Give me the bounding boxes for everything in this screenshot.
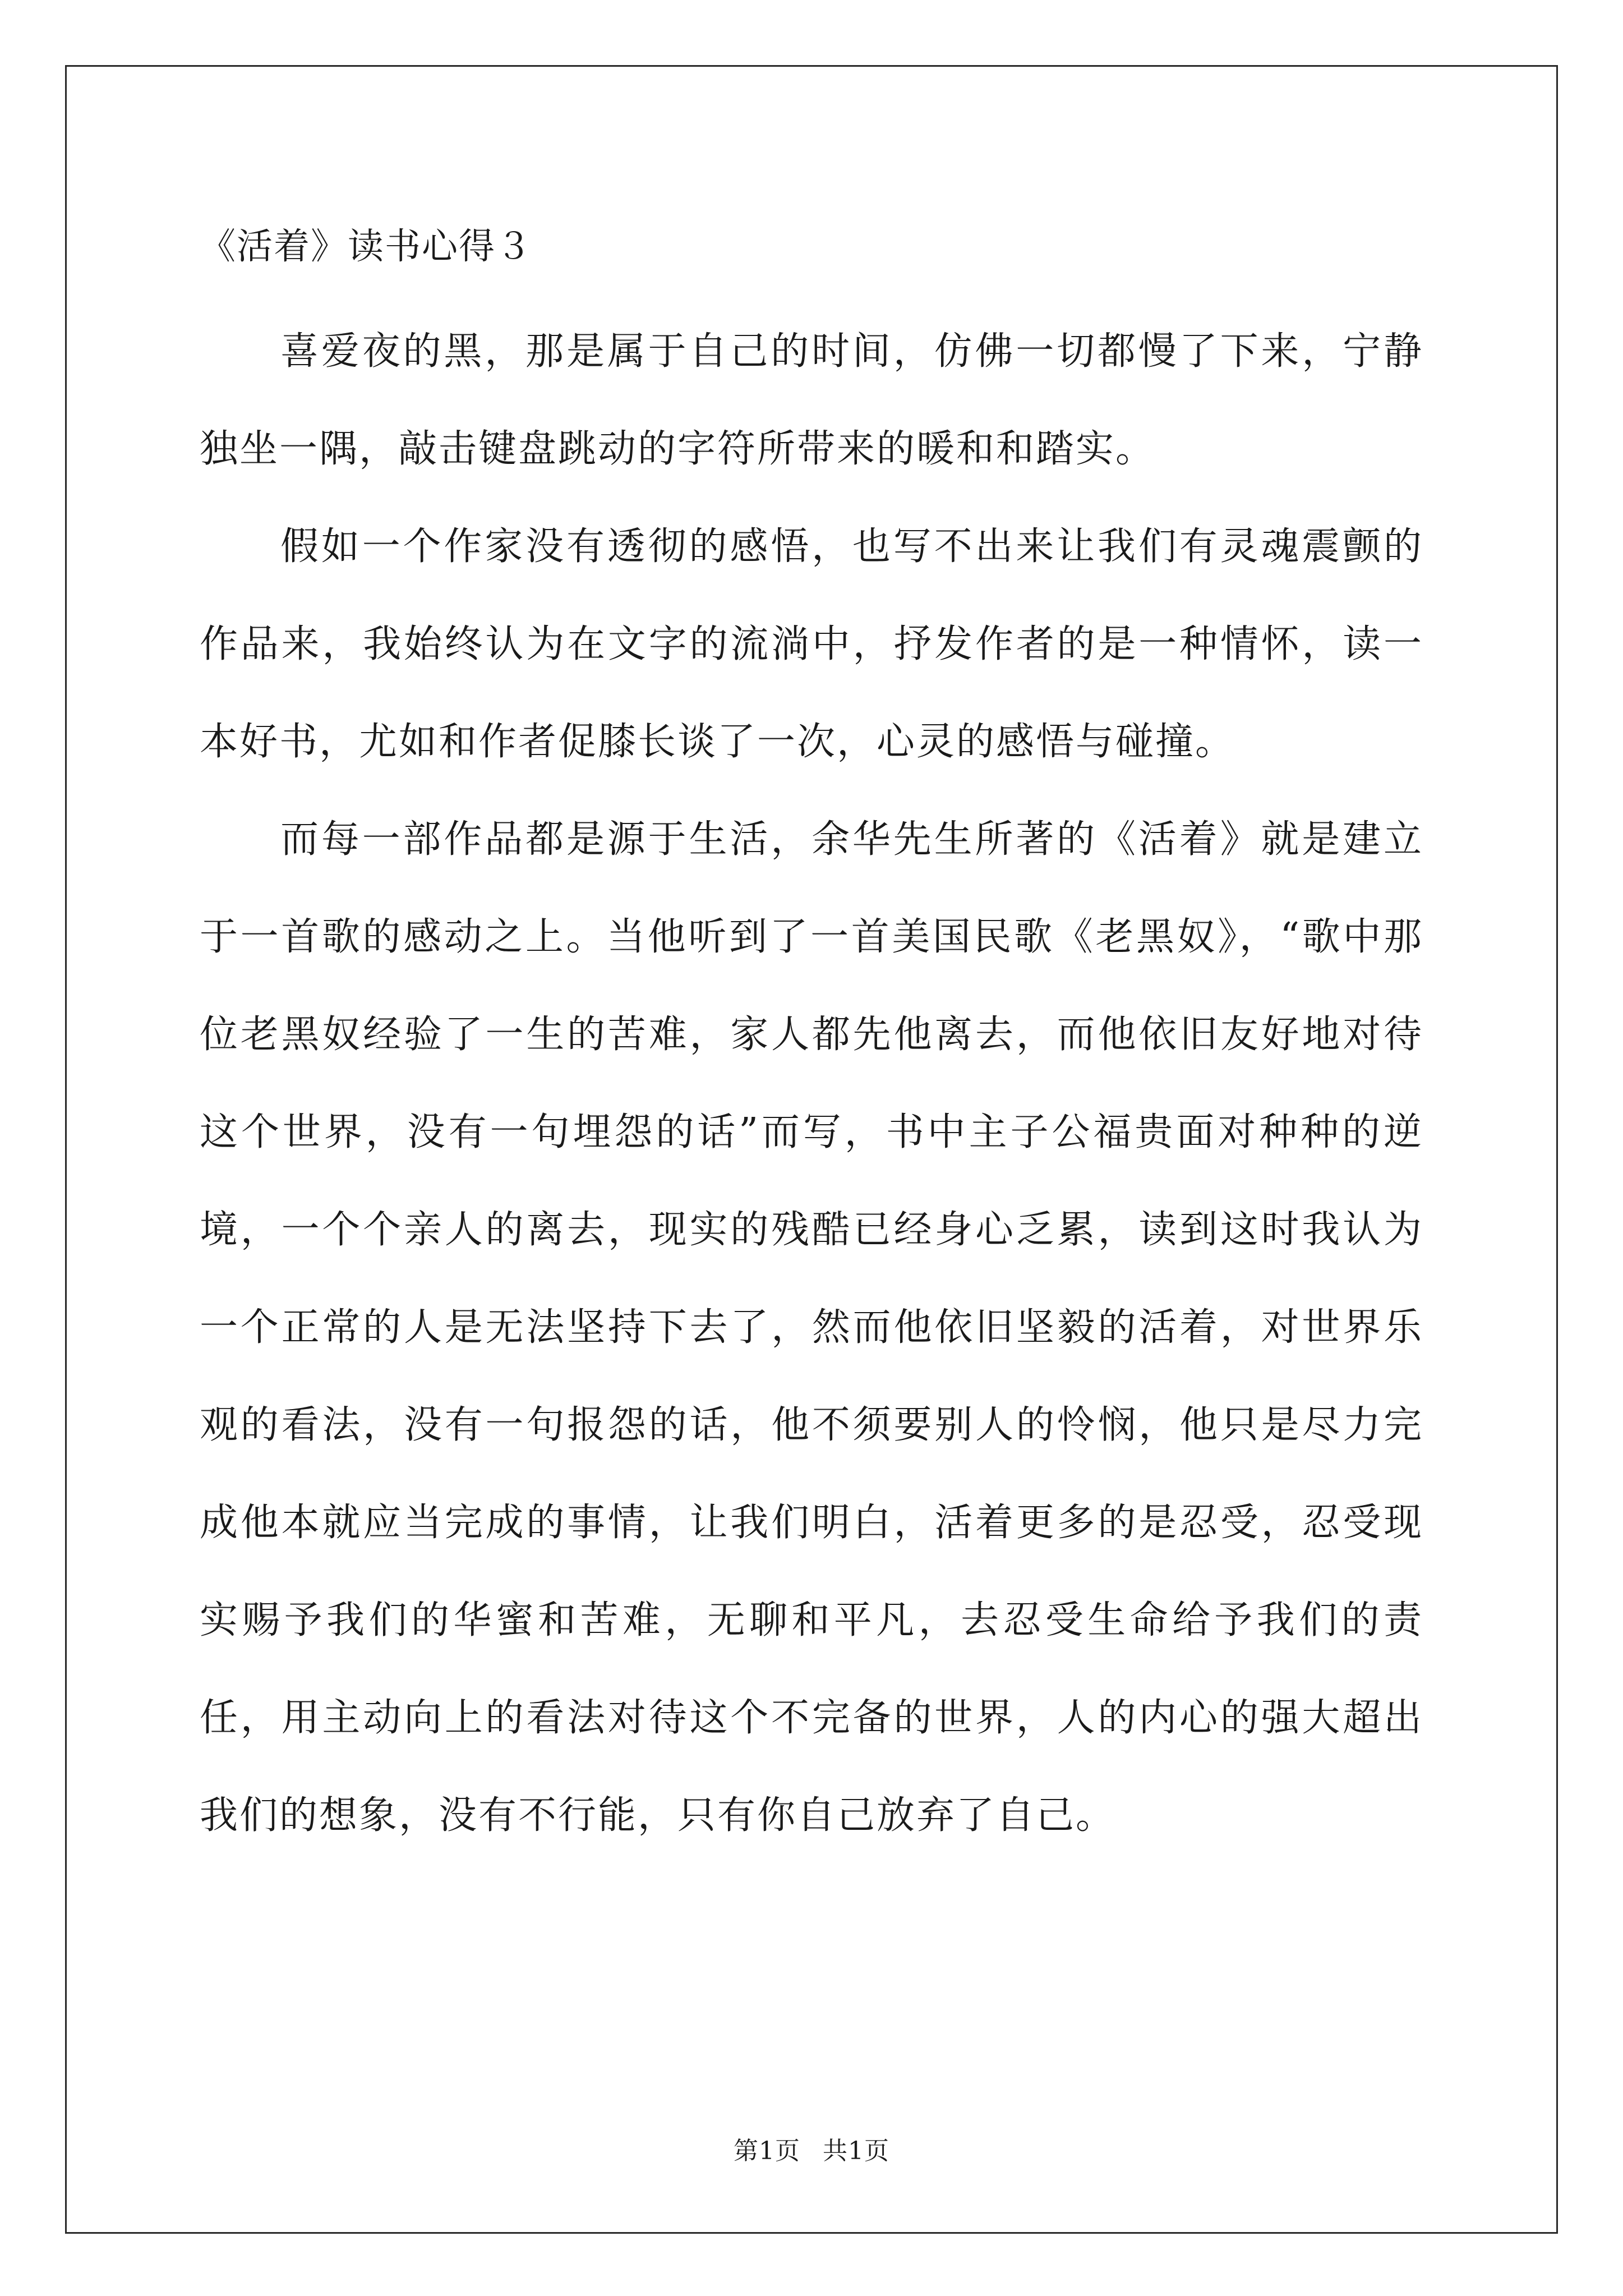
page-number-total: 共1页 bbox=[823, 2137, 889, 2165]
paragraph-1: 喜爱夜的黑，那是属于自己的时间，仿佛一切都慢了下来，宁静独坐一隅，敲击键盘跳动的字符所带来的暖和和踏实。 bbox=[200, 329, 1423, 471]
paragraph-3: 而每一部作品都是源于生活，余华先生所著的《活着》就是建立于一首歌的感动之上。当他听到了一首美国民歌《老黑奴》，“歌中那位老黑奴经验了一生的苦难，家人都先他离去，而他依旧友好地对待这个世界，没有一句埋怨的话”而写，书中主子公福贵面对种种的逆境，一个个亲人的离去，现实的残酷已经身心乏累，读到这时我认为一个正常的人是无法坚持下去了，然而他依旧坚毅的活着，对世界乐观的看法，没有一句报怨的话，他不须要别人的怜悯，他只是尽力完成他本就应当完成的事情，让我们明白，活着更多的是忍受，忍受现实赐予我们的华蜜和苦难，无聊和平凡，去忍受生命给予我们的责任，用主动向上的看法对待这个不完备的世界，人的内心的强大超出我们的想象，没有不行能，只有你自己放弃了自己。 bbox=[200, 817, 1423, 1838]
page-footer bbox=[0, 2134, 1623, 2168]
paragraph-2: 假如一个作家没有透彻的感悟，也写不出来让我们有灵魂震颤的作品来，我始终认为在文字的流淌中，抒发作者的是一种情怀，读一本好书，尤如和作者促膝长谈了一次，心灵的感悟与碰撞。 bbox=[200, 524, 1423, 764]
document-body bbox=[200, 303, 1423, 1865]
document-title: 《活着》读书心得３ bbox=[200, 226, 533, 268]
page-number-current: 第1页 bbox=[734, 2137, 800, 2165]
